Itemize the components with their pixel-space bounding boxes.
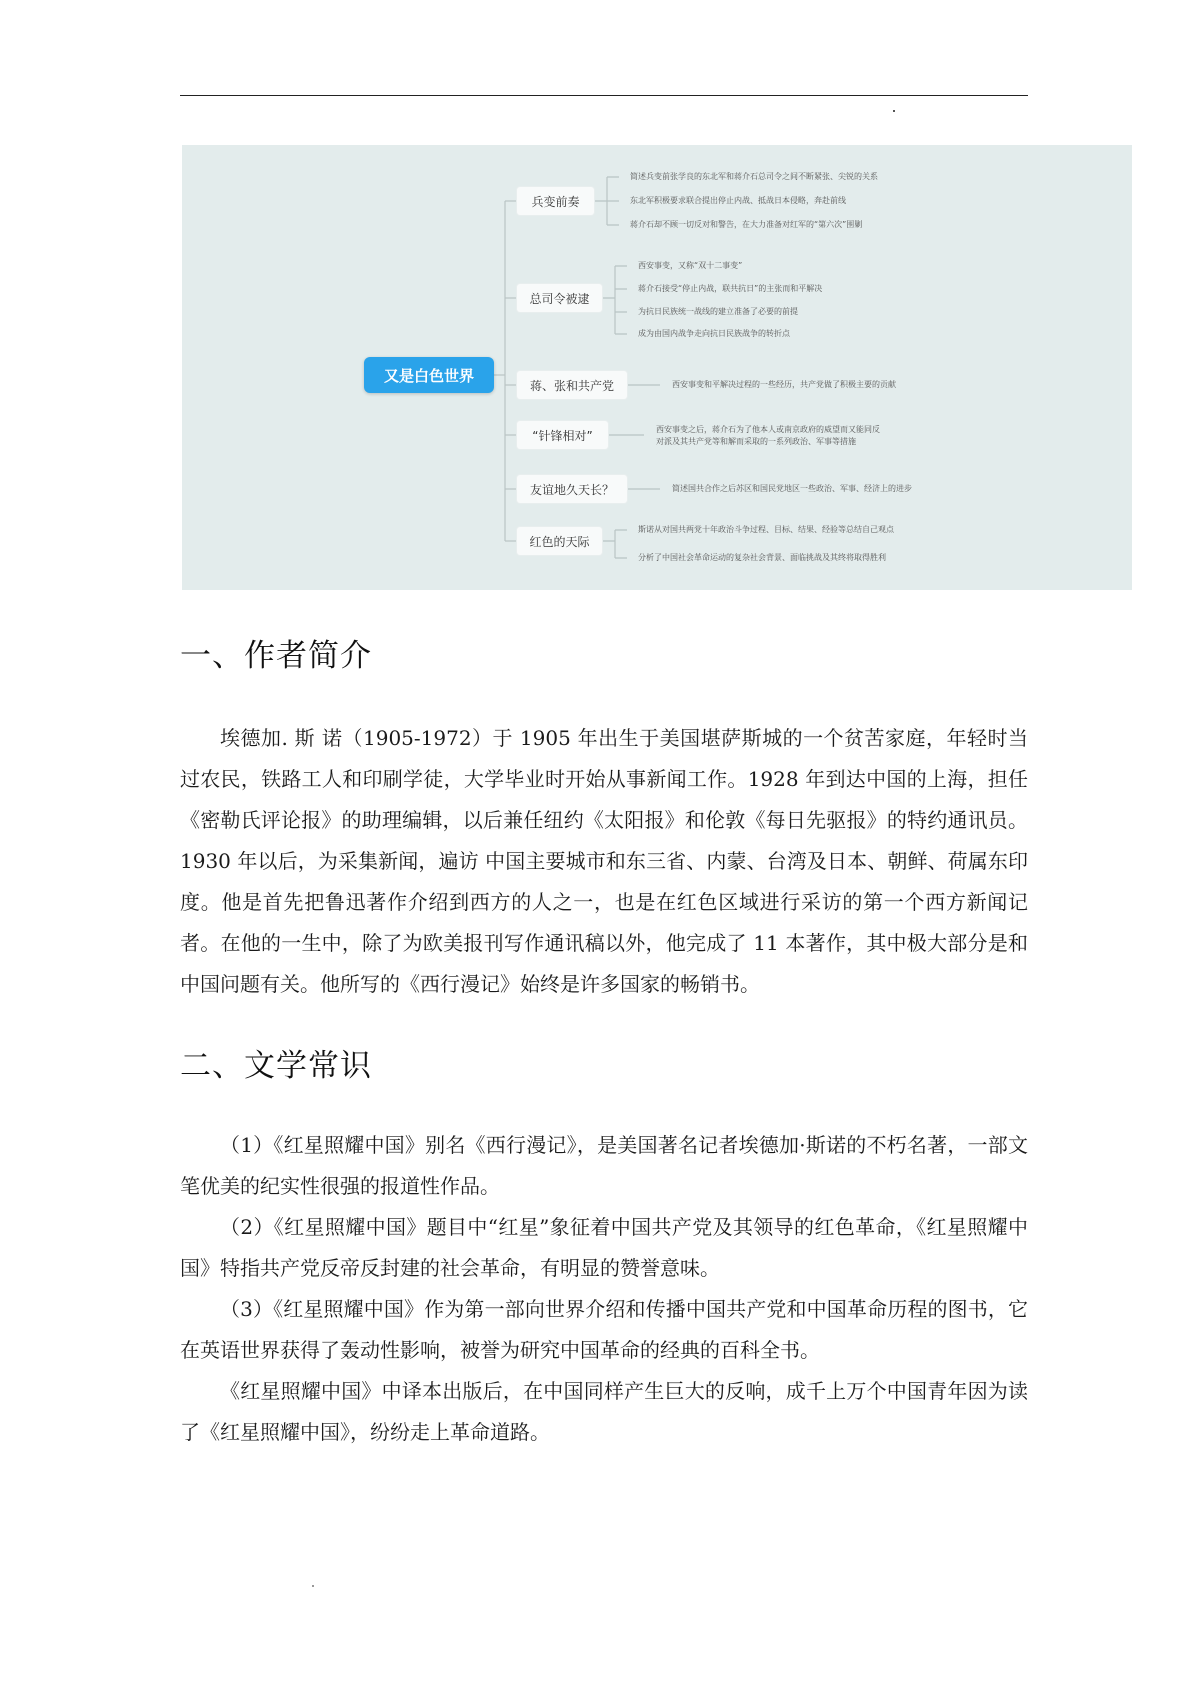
leaf: 蒋介石却不顾一切反对和警告，在大力准备对红军的“第六次”围剿: [630, 220, 863, 229]
leaf: 为抗日民族统一战线的建立准备了必要的前提: [638, 307, 798, 316]
branch-jiang-zhang: 蒋、张和共产党: [517, 371, 627, 399]
leaf: 西安事变，又称“双十二事变”: [638, 261, 743, 270]
leaf: 分析了中国社会革命运动的复杂社会背景、面临挑战及其终将取得胜利: [638, 553, 886, 562]
leaf: 西安事变和平解决过程的一些经历，共产党做了积极主要的贡献: [672, 380, 896, 389]
branch-hongse: 红色的天际: [517, 527, 602, 555]
literature-item-2: （2）《红星照耀中国》题目中“红星”象征着中国共产党及其领导的红色革命，《红星照耀中国》特指共产党反帝反封建的社会革命，有明显的赞誉意味。: [180, 1215, 1028, 1280]
leaf: 简述兵变前张学良的东北军和蒋介石总司令之间不断紧张、尖锐的关系: [630, 172, 878, 181]
leaf: 成为由国内战争走向抗日民族战争的转折点: [638, 329, 790, 338]
header-mark: [893, 110, 895, 112]
section-heading-author: 一、作者简介: [180, 638, 372, 674]
leaf: 斯诺从对国共两党十年政治斗争过程、目标、结果、经验等总结自己观点: [638, 525, 894, 534]
literature-item-3: （3）《红星照耀中国》作为第一部向世界介绍和传播中国共产党和中国革命历程的图书，它在英语世界获得了轰动性影响，被誉为研究中国革命的经典的百科全书。: [180, 1297, 1028, 1362]
leaf: 东北军积极要求联合提出停止内战、抵战日本侵略，奔赴前线: [630, 196, 846, 205]
header-rule: [180, 95, 1028, 96]
mind-map: [182, 145, 1132, 590]
mind-map-root: 又是白色世界: [364, 357, 494, 393]
branch-zhenfeng: “针锋相对”: [517, 421, 608, 449]
leaf: 蒋介石接受“停止内战，联共抗日”的主张而和平解决: [638, 284, 823, 293]
author-paragraph: 埃德加. 斯 诺（1905-1972）于 1905 年出生于美国堪萨斯城的一个贫苦家庭，年轻时当过农民，铁路工人和印刷学徒，大学毕业时开始从事新闻工作。1928 年到达中国的上海，担任《密勒氏评论报》的助理编辑，以后兼任纽约《太阳报》和伦敦《每日先驱报》的特约通讯员。1930 年以后，为采集新闻，遍访 中国主要城市和东三省、内蒙、台湾及日本、朝鲜、荷属东印度。他是首先把鲁迅著作介绍到西方的人之一，也是在红色区域进行采访的第一个西方新闻记者。在他的一生中，除了为欧美报刊写作通讯稿以外，他完成了 11 本著作，其中极大部分是和中国问题有关。他所写的《西行漫记》始终是许多国家的畅销书。: [180, 726, 1028, 996]
leaf: 西安事变之后，蒋介石为了他本人或南京政府的威望而又能同反: [656, 425, 880, 434]
literature-item-4: 《红星照耀中国》中译本出版后，在中国同样产生巨大的反响，成千上万个中国青年因为读了《红星照耀中国》，纷纷走上革命道路。: [180, 1379, 1028, 1444]
branch-zongsiling: 总司令被逮: [517, 284, 602, 312]
leaf: 对派及其共产党等和解而采取的一系列政治、军事等措施: [656, 437, 856, 446]
footer-mark: [312, 1585, 314, 1587]
leaf: 简述国共合作之后苏区和国民党地区一些政治、军事、经济上的进步: [672, 484, 912, 493]
branch-bingbian: 兵变前奏: [517, 187, 594, 215]
section-heading-literature: 二、文学常识: [180, 1048, 372, 1084]
literature-item-1: （1）《红星照耀中国》别名《西行漫记》，是美国著名记者埃德加·斯诺的不朽名著，一部文笔优美的纪实性很强的报道性作品。: [180, 1133, 1028, 1198]
branch-youyi: 友谊地久天长？: [517, 475, 627, 503]
